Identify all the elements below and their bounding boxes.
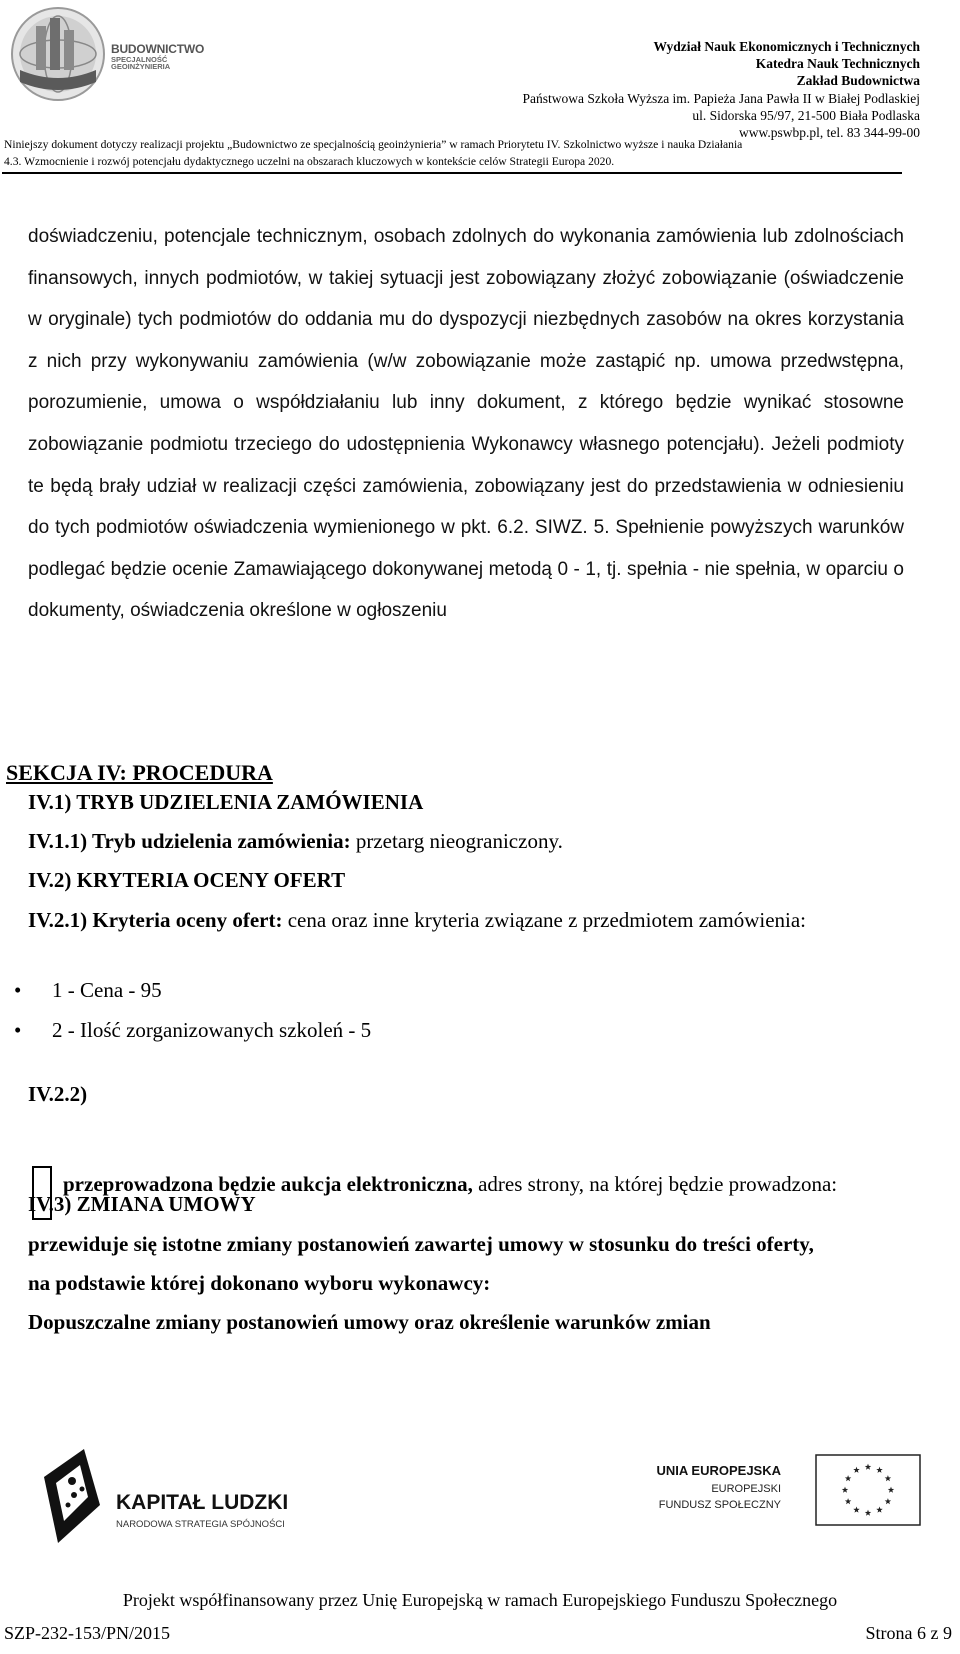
eu-flag-icon [656,1455,923,1550]
kapital-ludzki-emblem-icon [38,1447,288,1552]
project-note-line: Niniejszy dokument dotyczy realizacji projektu „Budownictwo ze specjalnością geoinżynieria” w ramach Priorytetu IV. Szkolnictwo wyższe i nauka Działania [4,138,743,151]
body-paragraph: doświadczeniu, potencjale technicznym, osobach zdolnych do wykonania zamówienia lub zdolnościach finansowych, innych podmiotów, w takiej sytuacji jest zobowiązany złożyć zobowiązanie (oświadczenie w oryginale) tych podmiotów do oddania mu do dyspozycji niezbędnych zasobów na okres korzystania z nich przy wykonywaniu zamówienia (w/w zobowiązanie może zastąpić np. umowa przedwstępna, porozumienie, umowa o współdziałaniu lub inny dokument, z którego będzie wynikać stosowne zobowiązanie podmiotu trzeciego do udostępnienia Wykonawcy własnego potencjału). Jeżeli podmioty te będą brały udział w realizacji części zamówienia, zobowiązany jest do przedstawienia w odniesieniu do tych podmiotów oświadczenia wymienionego w pkt. 6.2. SIWZ. 5. Spełnienie powyższych warunków podlegać będzie ocenie Zamawiającego dokonywanej metodą 0 - 1, tj. spełnia - nie spełnia, w oparciu o dokumenty, oświadczenia określone w ogłoszeniu [28,226,904,622]
bullet-icon: • [14,1018,22,1042]
iv2-heading: IV.2) KRYTERIA OCENY OFERT [28,868,346,892]
logo-title: BUDOWNICTWO [111,42,205,56]
project-note [4,137,904,170]
eu-line1: UNIA EUROPEJSKA [656,1463,781,1478]
auction-rest: adres strony, na której będzie prowadzona: [472,1172,838,1196]
logo-subtitle: GEOINŻYNIERIA [111,62,171,72]
eu-line2: EUROPEJSKI [711,1483,781,1495]
iv11-line [28,829,563,854]
department-name: Katedra Nauk Technicznych [755,56,920,72]
page-number: Strona 6 z 9 [865,1623,952,1643]
eu-line3: FUNDUSZ SPOŁECZNY [658,1499,781,1511]
auction-bold: przeprowadzona będzie aukcja elektroniczna, [63,1172,473,1196]
iv1-heading: IV.1) TRYB UDZIELENIA ZAMÓWIENIA [28,790,424,814]
kapital-ludzki-logo [38,1447,288,1552]
section-title: SEKCJA IV: PROCEDURA [6,760,273,785]
iv3-heading: IV.3) ZMIANA UMOWY [28,1192,256,1216]
budownictwo-logo [6,4,216,104]
faculty-name: Wydział Nauk Ekonomicznych i Technicznych [653,39,920,54]
iv21-label: Kryteria oceny ofert: [87,908,283,932]
institution-block [523,38,920,141]
address: ul. Sidorska 95/97, 21-500 Biała Podlaska [692,107,920,123]
iv3-line: na podstawie której dokonano wyboru wykonawcy: [28,1271,491,1295]
kl-subtitle: NARODOWA STRATEGIA SPÓJNOŚCI [116,1519,285,1530]
iv3-line: Dopuszczalne zmiany postanowień umowy oraz określenie warunków zmian [28,1310,711,1334]
iv21-number: IV.2.1) [28,908,88,932]
bullet-icon: • [14,978,22,1002]
eu-logo [656,1455,923,1550]
document-reference: SZP-232-153/PN/2015 [4,1623,171,1643]
logo-subtitle: SPECJALNOŚĆ [111,54,168,64]
unit-name: Zakład Budownictwa [796,73,920,89]
contact: www.pswbp.pl, tel. 83 344-99-00 [739,125,920,141]
cofinancing-note: Projekt współfinansowany przez Unię Europejską w ramach Europejskiego Funduszu Społecznego [122,1590,838,1610]
kl-title: KAPITAŁ LUDZKI [116,1491,289,1514]
iv22-heading: IV.2.2) [28,1082,88,1106]
criterion-item: 1 - Cena - 95 [52,978,162,1002]
iv21-line [28,908,806,933]
iv11-label: IV.1.1) Tryb udzielenia zamówienia: [28,829,351,853]
iv3-line: przewiduje się istotne zmiany postanowień zawartej umowy w stosunku do treści oferty, [28,1232,814,1256]
project-note-line: 4.3. Wzmocnienie i rozwój potencjału dydaktycznego uczelni na obszarach kluczowych w kontekście celów Strategii Europa 2020. [4,154,615,168]
university-name: Państwowa Szkoła Wyższa im. Papieża Jana Pawła II w Białej Podlaskiej [522,90,920,106]
iv11-value: przetarg nieograniczony. [350,829,563,853]
criterion-item: 2 - Ilość zorganizowanych szkoleń - 5 [52,1018,372,1042]
header-divider [2,172,902,174]
iv21-value: cena oraz inne kryteria związane z przedmiotem zamówienia: [282,908,807,932]
